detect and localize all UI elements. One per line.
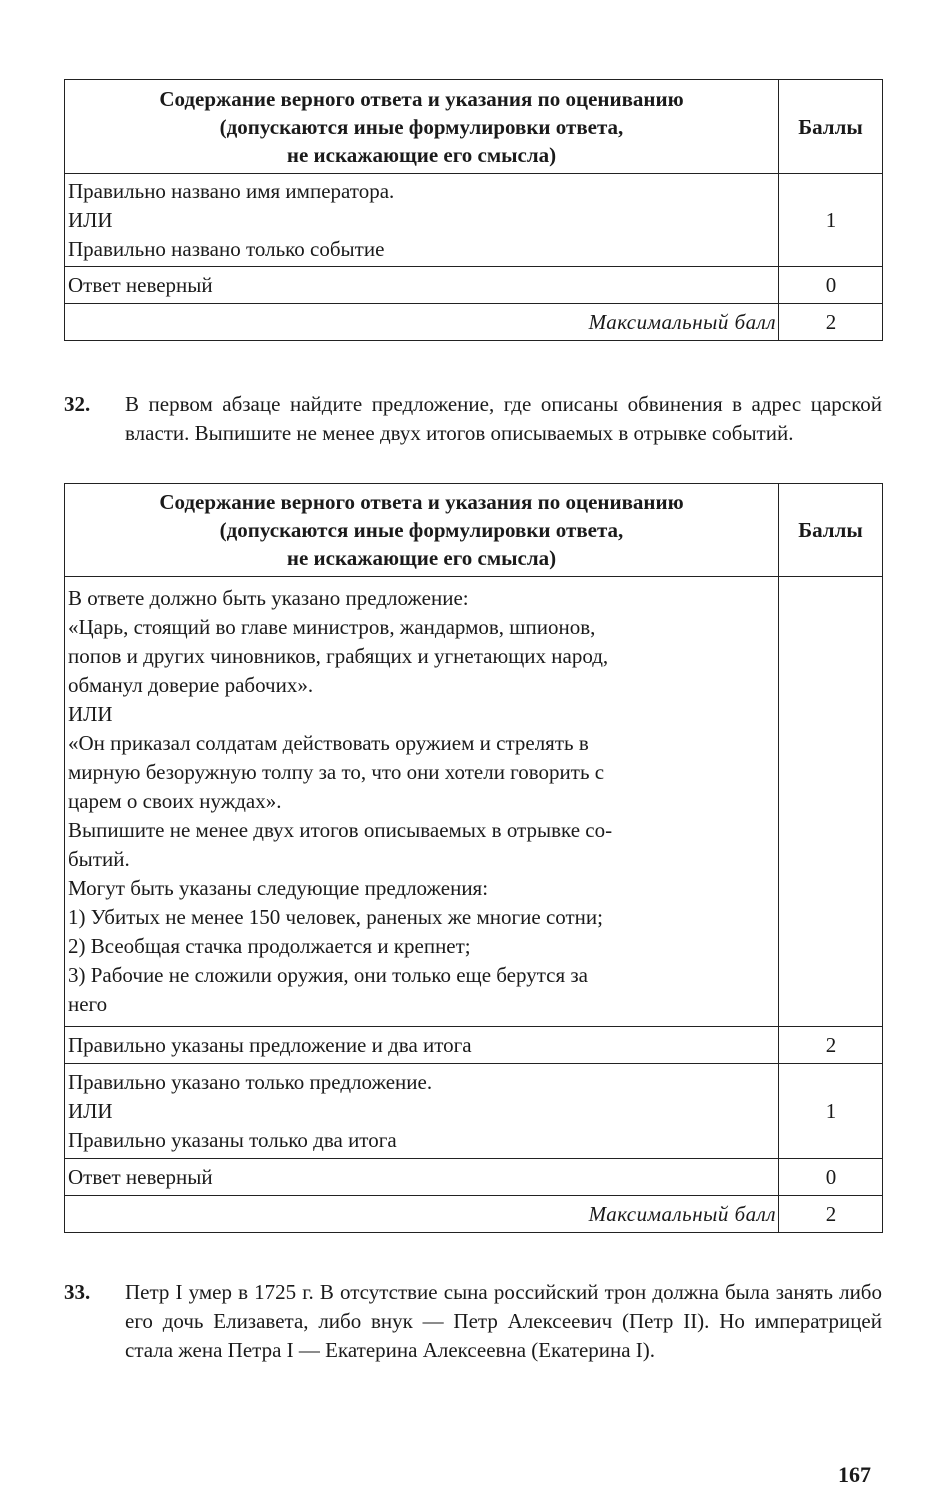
- content-line: бытий.: [68, 847, 130, 871]
- content-line: «Царь, стоящий во главе министров, жандармов, шпионов,: [68, 615, 596, 639]
- page-number: 167: [838, 1462, 871, 1487]
- row-line: ИЛИ: [68, 1098, 113, 1123]
- content-line: 3) Рабочие не сложили оружия, они только еще берутся за: [68, 963, 588, 987]
- header-line: (допускаются иные формулировки ответа,: [219, 518, 624, 542]
- max-score-value: 2: [779, 1196, 883, 1233]
- row-criteria: [65, 1027, 779, 1064]
- answer-content: [65, 577, 779, 1027]
- max-score-label: Максимальный балл: [65, 304, 779, 341]
- content-line: обманул доверие рабочих».: [68, 673, 314, 697]
- content-line: Могут быть указаны следующие предложения:: [68, 876, 489, 900]
- table-row: [65, 267, 883, 304]
- question-number: 33.: [64, 1280, 91, 1304]
- row-score-empty: [779, 577, 883, 1027]
- header-line: Содержание верного ответа и указания по оцениванию: [159, 86, 684, 111]
- row-criteria: [65, 1159, 779, 1196]
- row-line: Правильно указаны только два итога: [68, 1127, 397, 1152]
- row-line: Правильно названо только событие: [68, 236, 385, 261]
- table-header-row: [65, 80, 883, 174]
- header-points: Баллы: [779, 80, 883, 174]
- table-row: [65, 577, 883, 1027]
- row-criteria: [65, 267, 779, 304]
- content-line: 1) Убитых не менее 150 человек, раненых же многие сотни;: [68, 905, 603, 929]
- question-text: Петр I умер в 1725 г. В отсутствие сына российский трон должна была занять либо его дочь Елизавета, либо внук — Петр Алексеевич (Петр II). Но императрицей стала жена Петра I — Екатерина Алексеевна (Екатерина I).: [125, 1280, 882, 1362]
- content-line: Выпишите не менее двух итогов описываемых в отрывке со-: [68, 818, 613, 842]
- row-score: 0: [779, 1159, 883, 1196]
- table-row: [65, 174, 883, 267]
- row-score: 2: [779, 1027, 883, 1064]
- row-criteria: [65, 1064, 779, 1159]
- header-criteria: [65, 484, 779, 577]
- row-score: 1: [779, 174, 883, 267]
- header-line: (допускаются иные формулировки ответа,: [219, 114, 624, 139]
- row-line: Ответ неверный: [68, 1164, 213, 1189]
- header-line: Содержание верного ответа и указания по оцениванию: [159, 490, 684, 514]
- table-row: [65, 1159, 883, 1196]
- max-score-label: Максимальный балл: [65, 1196, 779, 1233]
- table-row: [65, 1027, 883, 1064]
- table-header-row: [65, 484, 883, 577]
- content-line: «Он приказал солдатам действовать оружием и стрелять в: [68, 731, 589, 755]
- content-line: попов и других чиновников, грабящих и угнетающих народ,: [68, 644, 609, 668]
- max-score-value: 2: [779, 304, 883, 341]
- header-line: не искажающие его смысла): [286, 546, 557, 570]
- content-line: ИЛИ: [68, 702, 113, 726]
- header-line: не искажающие его смысла): [286, 142, 557, 167]
- content-line: царем о своих нуждах».: [68, 789, 282, 813]
- grading-table-31: [64, 79, 883, 341]
- row-score: 1: [779, 1064, 883, 1159]
- row-line: Ответ неверный: [68, 272, 213, 297]
- question-text: В первом абзаце найдите предложение, где описаны обвинения в адрес царской власти. Выпишите не менее двух итогов описываемых в отрывке событий.: [125, 392, 882, 445]
- question-number: 32.: [64, 392, 91, 416]
- question-33: [64, 1278, 882, 1365]
- content-line: него: [68, 992, 108, 1016]
- header-criteria: [65, 80, 779, 174]
- content-line: мирную безоружную толпу за то, что они хотели говорить с: [68, 760, 605, 784]
- row-line: Правильно названо имя императора.: [68, 178, 395, 203]
- content-line: 2) Всеобщая стачка продолжается и крепнет;: [68, 934, 471, 958]
- header-points: Баллы: [779, 484, 883, 577]
- row-line: ИЛИ: [68, 207, 113, 232]
- row-line: Правильно указаны предложение и два итога: [68, 1032, 472, 1057]
- question-32: [64, 390, 882, 448]
- content-line: В ответе должно быть указано предложение:: [68, 586, 469, 610]
- max-score-row: [65, 1196, 883, 1233]
- grading-table-32: [64, 483, 883, 1233]
- row-criteria: [65, 174, 779, 267]
- row-line: Правильно указано только предложение.: [68, 1069, 433, 1094]
- max-score-row: [65, 304, 883, 341]
- table-row: [65, 1064, 883, 1159]
- row-score: 0: [779, 267, 883, 304]
